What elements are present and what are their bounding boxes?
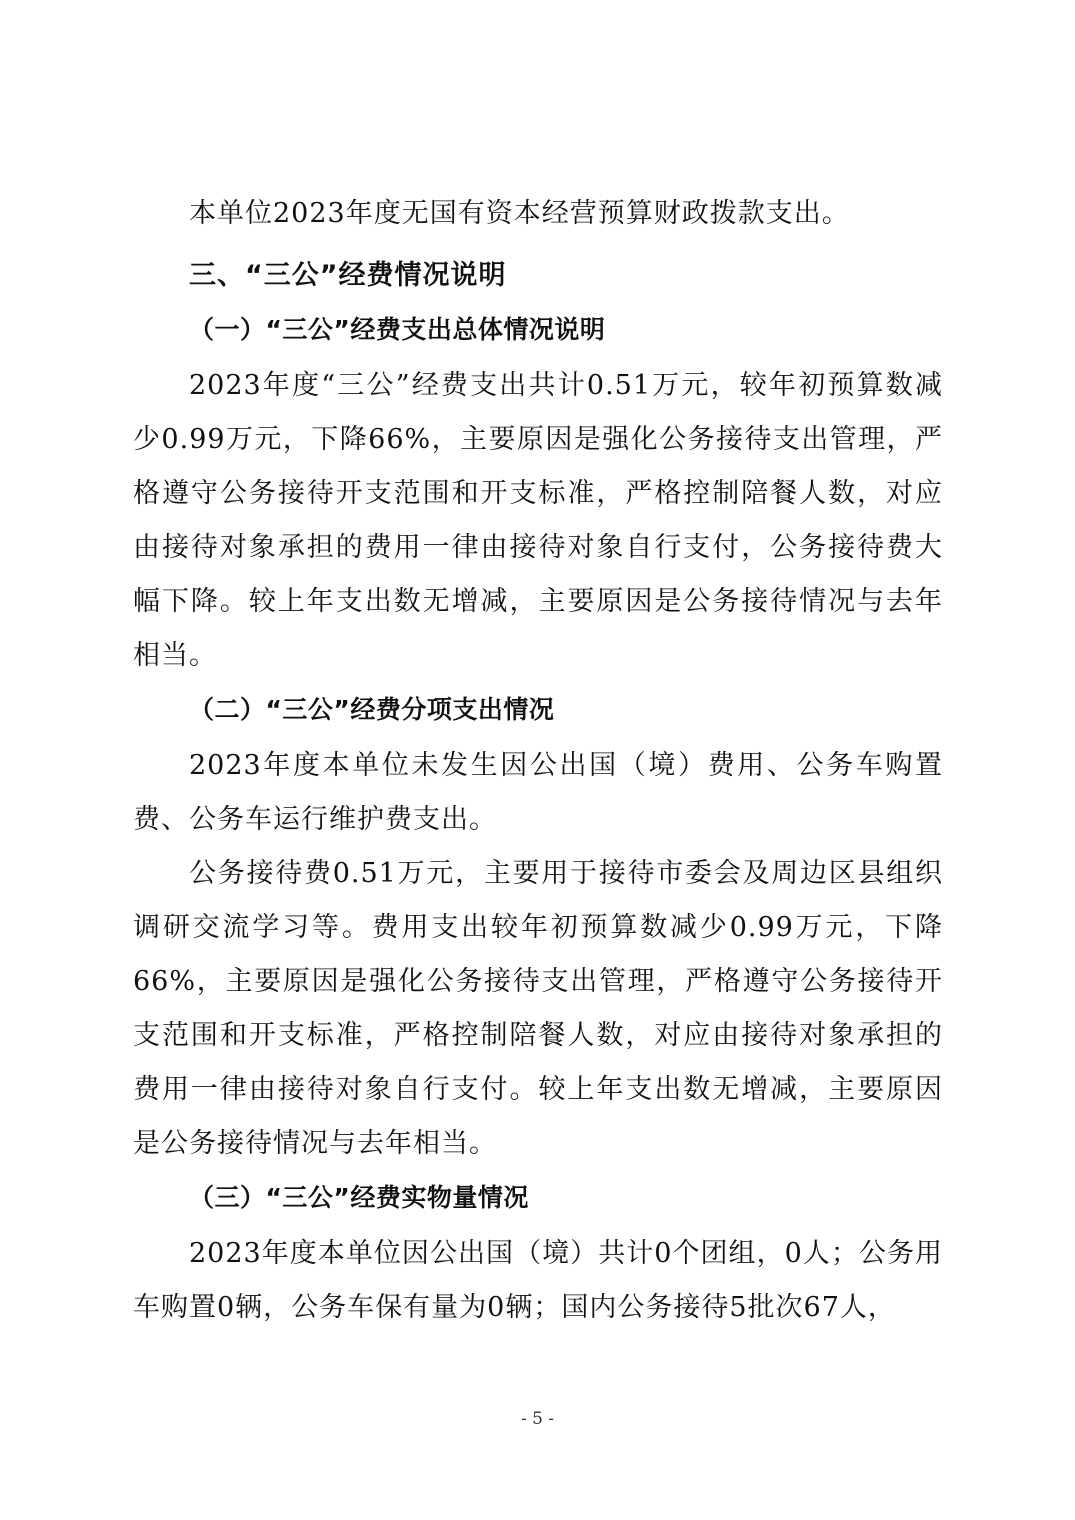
subheading-overall: （一）“三公”经费支出总体情况说明 <box>189 315 606 344</box>
section-heading-three-public: 三、“三公”经费情况说明 <box>189 260 507 291</box>
paragraph-no-overseas-vehicle: 2023年度本单位未发生因公出国（境）费用、公务车购置费、公务车运行维护费支出。 <box>133 750 943 835</box>
paragraph-overall-expenditure: 2023年度“三公”经费支出共计0.51万元，较年初预算数减少0.99万元，下降66%，主要原因是强化公务接待支出管理，严格遵守公务接待开支范围和开支标准，严格控制陪餐人数，对应由接待对象承担的费用一律由接待对象自行支付，公务接待费大幅下降。较上年支出数无增减，主要原因是公务接待情况与去年相当。 <box>133 370 943 671</box>
paragraph-state-capital: 本单位2023年度无国有资本经营预算财政拨款支出。 <box>189 198 850 229</box>
page-number: - 5 - <box>520 1409 555 1429</box>
paragraph-reception-fee: 公务接待费0.51万元，主要用于接待市委会及周边区县组织调研交流学习等。费用支出较年初预算数减少0.99万元，下降66%，主要原因是强化公务接待支出管理，严格遵守公务接待开支范围和开支标准，严格控制陪餐人数，对应由接待对象承担的费用一律由接待对象自行支付。较上年支出数无增减，主要原因是公务接待情况与去年相当。 <box>133 858 943 1159</box>
subheading-physical-quantity: （三）“三公”经费实物量情况 <box>189 1183 529 1212</box>
subheading-itemized: （二）“三公”经费分项支出情况 <box>189 695 555 724</box>
paragraph-physical-quantity: 2023年度本单位因公出国（境）共计0个团组，0人；公务用车购置0辆，公务车保有量为0辆；国内公务接待5批次67人， <box>133 1238 943 1323</box>
